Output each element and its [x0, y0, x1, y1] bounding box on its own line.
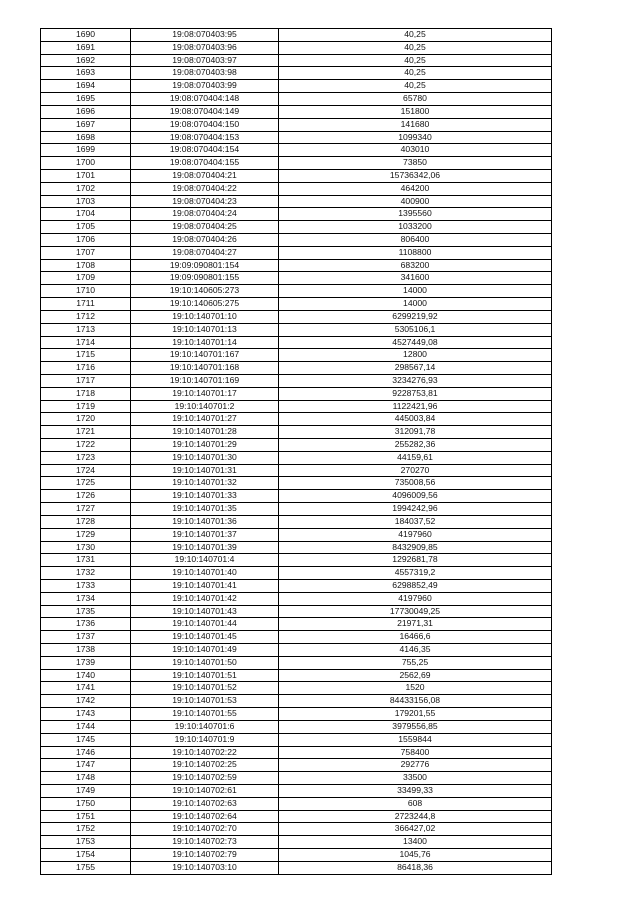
value-cell: 17730049,25 [279, 605, 552, 618]
cadastral-number-cell: 19:10:140701:167 [131, 349, 279, 362]
cadastral-number-cell: 19:10:140701:43 [131, 605, 279, 618]
table-row [41, 669, 552, 682]
cadastral-number-cell: 19:08:070403:96 [131, 41, 279, 54]
row-number-cell: 1708 [41, 259, 131, 272]
table-row [41, 682, 552, 695]
row-number-cell: 1738 [41, 644, 131, 657]
value-cell: 755,25 [279, 656, 552, 669]
table-row [41, 733, 552, 746]
row-number-cell: 1754 [41, 849, 131, 862]
table-row [41, 759, 552, 772]
value-cell: 14000 [279, 285, 552, 298]
value-cell: 292776 [279, 759, 552, 772]
cadastral-number-cell: 19:10:140702:64 [131, 810, 279, 823]
row-number-cell: 1743 [41, 708, 131, 721]
row-number-cell: 1748 [41, 772, 131, 785]
value-cell: 15736342,06 [279, 169, 552, 182]
row-number-cell: 1702 [41, 182, 131, 195]
table-row [41, 285, 552, 298]
row-number-cell: 1744 [41, 720, 131, 733]
table-row [41, 221, 552, 234]
cadastral-number-cell: 19:10:140701:50 [131, 656, 279, 669]
value-cell: 2723244,8 [279, 810, 552, 823]
value-cell: 464200 [279, 182, 552, 195]
value-cell: 8432909,85 [279, 541, 552, 554]
cadastral-number-cell: 19:10:140701:30 [131, 451, 279, 464]
value-cell: 40,25 [279, 67, 552, 80]
row-number-cell: 1695 [41, 93, 131, 106]
row-number-cell: 1698 [41, 131, 131, 144]
table-row [41, 772, 552, 785]
cadastral-number-cell: 19:08:070404:22 [131, 182, 279, 195]
cadastral-number-cell: 19:08:070404:23 [131, 195, 279, 208]
row-number-cell: 1696 [41, 105, 131, 118]
value-cell: 40,25 [279, 54, 552, 67]
value-cell: 270270 [279, 464, 552, 477]
row-number-cell: 1730 [41, 541, 131, 554]
cadastral-number-cell: 19:10:140701:2 [131, 400, 279, 413]
table-row [41, 823, 552, 836]
table-row [41, 861, 552, 874]
table-row [41, 169, 552, 182]
cadastral-number-cell: 19:09:090801:154 [131, 259, 279, 272]
value-cell: 4197960 [279, 528, 552, 541]
row-number-cell: 1727 [41, 503, 131, 516]
cadastral-number-cell: 19:10:140701:55 [131, 708, 279, 721]
row-number-cell: 1711 [41, 298, 131, 311]
cadastral-number-cell: 19:10:140702:73 [131, 836, 279, 849]
row-number-cell: 1690 [41, 29, 131, 42]
value-cell: 6298852,49 [279, 579, 552, 592]
value-cell: 6299219,92 [279, 310, 552, 323]
table-row [41, 298, 552, 311]
value-cell: 758400 [279, 746, 552, 759]
row-number-cell: 1750 [41, 797, 131, 810]
table-row [41, 810, 552, 823]
cadastral-number-cell: 19:08:070404:150 [131, 118, 279, 131]
row-number-cell: 1719 [41, 400, 131, 413]
value-cell: 4146,35 [279, 644, 552, 657]
value-cell: 4557319,2 [279, 567, 552, 580]
value-cell: 1033200 [279, 221, 552, 234]
table-row [41, 426, 552, 439]
cadastral-number-cell: 19:10:140701:14 [131, 336, 279, 349]
row-number-cell: 1725 [41, 477, 131, 490]
row-number-cell: 1691 [41, 41, 131, 54]
row-number-cell: 1713 [41, 323, 131, 336]
cadastral-number-cell: 19:08:070404:24 [131, 208, 279, 221]
table-row [41, 439, 552, 452]
table-row [41, 336, 552, 349]
table-row [41, 93, 552, 106]
row-number-cell: 1736 [41, 618, 131, 631]
table-row [41, 579, 552, 592]
row-number-cell: 1694 [41, 80, 131, 93]
row-number-cell: 1712 [41, 310, 131, 323]
table-row [41, 118, 552, 131]
row-number-cell: 1692 [41, 54, 131, 67]
row-number-cell: 1747 [41, 759, 131, 772]
value-cell: 403010 [279, 144, 552, 157]
table-row [41, 503, 552, 516]
row-number-cell: 1707 [41, 246, 131, 259]
row-number-cell: 1733 [41, 579, 131, 592]
value-cell: 84433156,08 [279, 695, 552, 708]
row-number-cell: 1714 [41, 336, 131, 349]
cadastral-number-cell: 19:08:070403:95 [131, 29, 279, 42]
row-number-cell: 1739 [41, 656, 131, 669]
table-body [41, 29, 552, 875]
row-number-cell: 1693 [41, 67, 131, 80]
cadastral-number-cell: 19:10:140701:45 [131, 631, 279, 644]
cadastral-number-cell: 19:08:070404:21 [131, 169, 279, 182]
table-row [41, 374, 552, 387]
table-row [41, 592, 552, 605]
table-row [41, 797, 552, 810]
row-number-cell: 1710 [41, 285, 131, 298]
table-row [41, 349, 552, 362]
value-cell: 40,25 [279, 41, 552, 54]
value-cell: 1292681,78 [279, 554, 552, 567]
cadastral-number-cell: 19:10:140701:51 [131, 669, 279, 682]
value-cell: 366427,02 [279, 823, 552, 836]
value-cell: 298567,14 [279, 362, 552, 375]
value-cell: 735008,56 [279, 477, 552, 490]
cadastral-number-cell: 19:10:140701:35 [131, 503, 279, 516]
cadastral-number-cell: 19:10:140701:27 [131, 413, 279, 426]
table-row [41, 784, 552, 797]
row-number-cell: 1737 [41, 631, 131, 644]
value-cell: 151800 [279, 105, 552, 118]
value-cell: 341600 [279, 272, 552, 285]
row-number-cell: 1723 [41, 451, 131, 464]
cadastral-number-cell: 19:08:070404:27 [131, 246, 279, 259]
value-cell: 40,25 [279, 29, 552, 42]
value-cell: 14000 [279, 298, 552, 311]
table-row [41, 451, 552, 464]
cadastral-number-cell: 19:10:140701:37 [131, 528, 279, 541]
row-number-cell: 1735 [41, 605, 131, 618]
value-cell: 33499,33 [279, 784, 552, 797]
cadastral-number-cell: 19:10:140702:22 [131, 746, 279, 759]
table-row [41, 310, 552, 323]
value-cell: 12800 [279, 349, 552, 362]
value-cell: 683200 [279, 259, 552, 272]
table-row [41, 836, 552, 849]
value-cell: 1045,76 [279, 849, 552, 862]
cadastral-number-cell: 19:10:140702:61 [131, 784, 279, 797]
row-number-cell: 1726 [41, 490, 131, 503]
table-row [41, 80, 552, 93]
value-cell: 179201,55 [279, 708, 552, 721]
cadastral-number-cell: 19:10:140701:52 [131, 682, 279, 695]
value-cell: 255282,36 [279, 439, 552, 452]
table-row [41, 413, 552, 426]
table-row [41, 387, 552, 400]
value-cell: 312091,78 [279, 426, 552, 439]
table-row [41, 746, 552, 759]
cadastral-number-cell: 19:10:140702:63 [131, 797, 279, 810]
value-cell: 806400 [279, 234, 552, 247]
row-number-cell: 1742 [41, 695, 131, 708]
cadastral-number-cell: 19:10:140701:29 [131, 439, 279, 452]
cadastral-number-cell: 19:10:140701:44 [131, 618, 279, 631]
cadastral-number-cell: 19:08:070404:149 [131, 105, 279, 118]
cadastral-number-cell: 19:10:140701:40 [131, 567, 279, 580]
cadastral-number-cell: 19:10:140703:10 [131, 861, 279, 874]
row-number-cell: 1717 [41, 374, 131, 387]
cadastral-number-cell: 19:08:070403:97 [131, 54, 279, 67]
cadastral-number-cell: 19:10:140701:42 [131, 592, 279, 605]
cadastral-number-cell: 19:08:070404:155 [131, 157, 279, 170]
table-row [41, 695, 552, 708]
cadastral-number-cell: 19:10:140605:275 [131, 298, 279, 311]
row-number-cell: 1697 [41, 118, 131, 131]
row-number-cell: 1752 [41, 823, 131, 836]
cadastral-number-cell: 19:08:070403:99 [131, 80, 279, 93]
cadastral-number-cell: 19:10:140701:13 [131, 323, 279, 336]
row-number-cell: 1751 [41, 810, 131, 823]
cadastral-number-cell: 19:08:070404:26 [131, 234, 279, 247]
row-number-cell: 1704 [41, 208, 131, 221]
row-number-cell: 1731 [41, 554, 131, 567]
cadastral-number-cell: 19:10:140702:79 [131, 849, 279, 862]
table-row [41, 272, 552, 285]
value-cell: 4096009,56 [279, 490, 552, 503]
row-number-cell: 1700 [41, 157, 131, 170]
cadastral-number-cell: 19:08:070404:153 [131, 131, 279, 144]
row-number-cell: 1755 [41, 861, 131, 874]
cadastral-number-cell: 19:10:140701:33 [131, 490, 279, 503]
table-row [41, 644, 552, 657]
data-table [40, 28, 552, 875]
table-row [41, 490, 552, 503]
table-row [41, 144, 552, 157]
table-row [41, 67, 552, 80]
value-cell: 21971,31 [279, 618, 552, 631]
cadastral-number-cell: 19:08:070404:25 [131, 221, 279, 234]
cadastral-number-cell: 19:10:140701:4 [131, 554, 279, 567]
cadastral-number-cell: 19:10:140701:28 [131, 426, 279, 439]
cadastral-number-cell: 19:10:140701:41 [131, 579, 279, 592]
cadastral-number-cell: 19:10:140701:32 [131, 477, 279, 490]
row-number-cell: 1721 [41, 426, 131, 439]
table-row [41, 208, 552, 221]
table-row [41, 631, 552, 644]
table-row [41, 567, 552, 580]
row-number-cell: 1709 [41, 272, 131, 285]
value-cell: 3234276,93 [279, 374, 552, 387]
table-row [41, 41, 552, 54]
cadastral-number-cell: 19:10:140701:36 [131, 515, 279, 528]
table-row [41, 131, 552, 144]
table-row [41, 849, 552, 862]
row-number-cell: 1746 [41, 746, 131, 759]
value-cell: 40,25 [279, 80, 552, 93]
value-cell: 1099340 [279, 131, 552, 144]
value-cell: 16466,6 [279, 631, 552, 644]
table-row [41, 323, 552, 336]
value-cell: 2562,69 [279, 669, 552, 682]
row-number-cell: 1728 [41, 515, 131, 528]
cadastral-number-cell: 19:10:140605:273 [131, 285, 279, 298]
cadastral-number-cell: 19:10:140701:168 [131, 362, 279, 375]
row-number-cell: 1701 [41, 169, 131, 182]
table-row [41, 54, 552, 67]
table-row [41, 656, 552, 669]
table-row [41, 554, 552, 567]
value-cell: 1520 [279, 682, 552, 695]
table-row [41, 464, 552, 477]
row-number-cell: 1720 [41, 413, 131, 426]
value-cell: 1395560 [279, 208, 552, 221]
row-number-cell: 1729 [41, 528, 131, 541]
value-cell: 608 [279, 797, 552, 810]
row-number-cell: 1724 [41, 464, 131, 477]
table-row [41, 259, 552, 272]
value-cell: 141680 [279, 118, 552, 131]
cadastral-number-cell: 19:10:140701:39 [131, 541, 279, 554]
value-cell: 65780 [279, 93, 552, 106]
row-number-cell: 1706 [41, 234, 131, 247]
row-number-cell: 1734 [41, 592, 131, 605]
table-row [41, 477, 552, 490]
value-cell: 73850 [279, 157, 552, 170]
value-cell: 3979556,85 [279, 720, 552, 733]
table-row [41, 195, 552, 208]
row-number-cell: 1715 [41, 349, 131, 362]
cadastral-number-cell: 19:10:140701:9 [131, 733, 279, 746]
row-number-cell: 1745 [41, 733, 131, 746]
value-cell: 400900 [279, 195, 552, 208]
value-cell: 5305106,1 [279, 323, 552, 336]
cadastral-number-cell: 19:10:140701:6 [131, 720, 279, 733]
table-row [41, 182, 552, 195]
row-number-cell: 1722 [41, 439, 131, 452]
table-row [41, 246, 552, 259]
value-cell: 86418,36 [279, 861, 552, 874]
cadastral-number-cell: 19:10:140701:49 [131, 644, 279, 657]
value-cell: 44159,61 [279, 451, 552, 464]
value-cell: 1559844 [279, 733, 552, 746]
row-number-cell: 1703 [41, 195, 131, 208]
cadastral-number-cell: 19:10:140702:70 [131, 823, 279, 836]
cadastral-number-cell: 19:08:070403:98 [131, 67, 279, 80]
cadastral-number-cell: 19:10:140701:31 [131, 464, 279, 477]
table-row [41, 708, 552, 721]
cadastral-number-cell: 19:10:140701:53 [131, 695, 279, 708]
cadastral-number-cell: 19:08:070404:148 [131, 93, 279, 106]
value-cell: 1994242,96 [279, 503, 552, 516]
cadastral-number-cell: 19:09:090801:155 [131, 272, 279, 285]
cadastral-number-cell: 19:10:140701:169 [131, 374, 279, 387]
value-cell: 1108800 [279, 246, 552, 259]
row-number-cell: 1705 [41, 221, 131, 234]
value-cell: 184037,52 [279, 515, 552, 528]
row-number-cell: 1699 [41, 144, 131, 157]
table-row [41, 29, 552, 42]
row-number-cell: 1732 [41, 567, 131, 580]
row-number-cell: 1741 [41, 682, 131, 695]
value-cell: 1122421,96 [279, 400, 552, 413]
row-number-cell: 1716 [41, 362, 131, 375]
row-number-cell: 1718 [41, 387, 131, 400]
value-cell: 445003,84 [279, 413, 552, 426]
value-cell: 4197960 [279, 592, 552, 605]
value-cell: 13400 [279, 836, 552, 849]
row-number-cell: 1740 [41, 669, 131, 682]
value-cell: 33500 [279, 772, 552, 785]
row-number-cell: 1753 [41, 836, 131, 849]
table-row [41, 105, 552, 118]
table-row [41, 528, 552, 541]
table-row [41, 400, 552, 413]
cadastral-number-cell: 19:10:140702:59 [131, 772, 279, 785]
table-row [41, 618, 552, 631]
cadastral-number-cell: 19:10:140702:25 [131, 759, 279, 772]
table-row [41, 605, 552, 618]
table-row [41, 541, 552, 554]
value-cell: 4527449,08 [279, 336, 552, 349]
row-number-cell: 1749 [41, 784, 131, 797]
value-cell: 9228753,81 [279, 387, 552, 400]
table-row [41, 362, 552, 375]
cadastral-number-cell: 19:08:070404:154 [131, 144, 279, 157]
table-row [41, 157, 552, 170]
table-row [41, 234, 552, 247]
table-row [41, 720, 552, 733]
cadastral-number-cell: 19:10:140701:17 [131, 387, 279, 400]
cadastral-number-cell: 19:10:140701:10 [131, 310, 279, 323]
table-row [41, 515, 552, 528]
